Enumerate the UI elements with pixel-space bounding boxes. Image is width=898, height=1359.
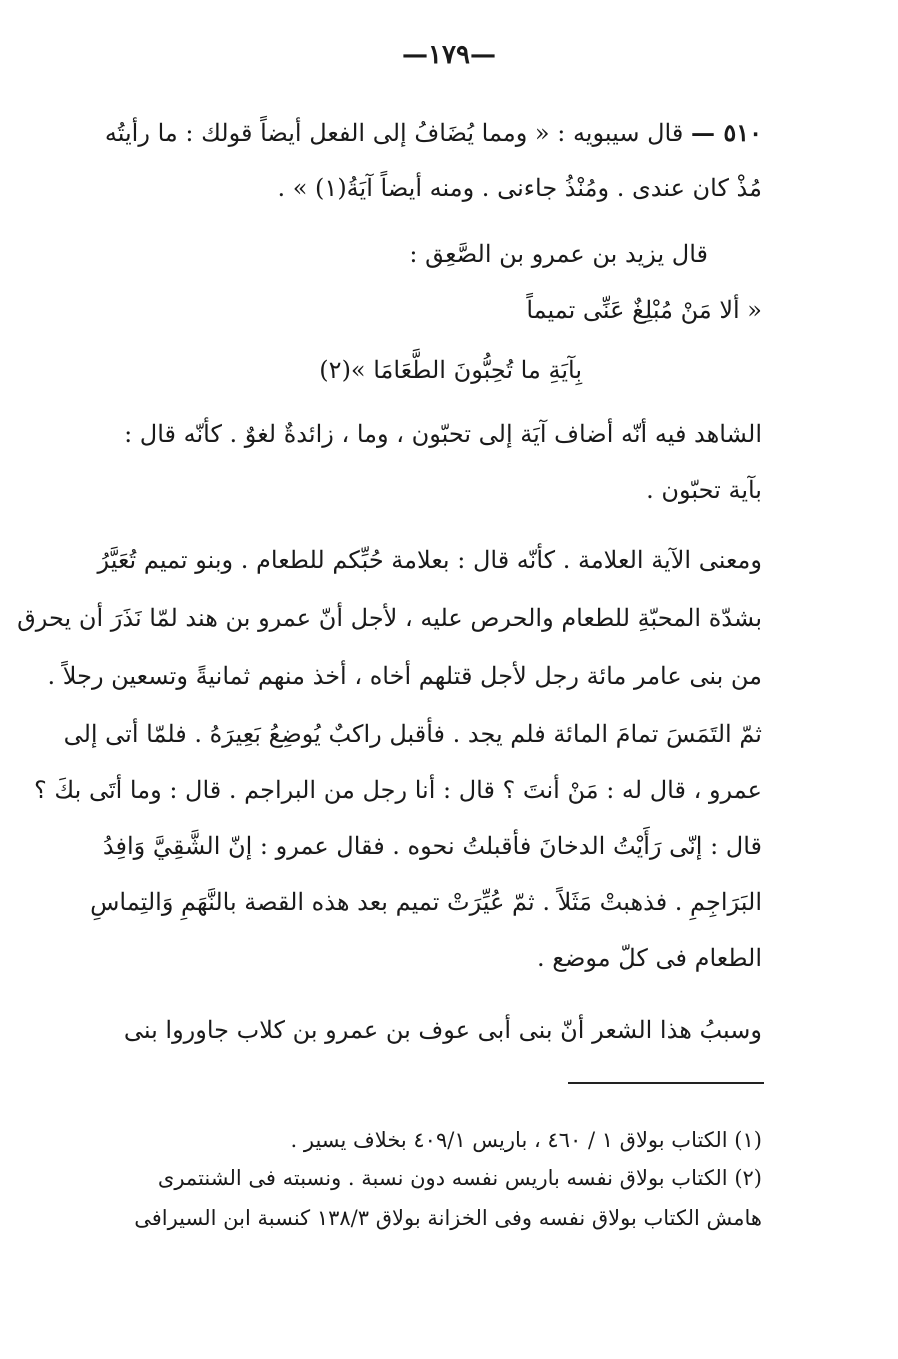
cause-line: وسببُ هذا الشعر أنّ بنى أبى عوف بن عمرو بن كلاب جاوروا بنى (123, 1016, 762, 1044)
footnote-2-line-1: (٢) الكتاب بولاق نفسه باريس نفسه دون نسبة . ونسبته فى الشنتمرى (157, 1166, 762, 1190)
verse-hemistich-2: بِآيَةِ ما تُحِبُّونَ الطَّعَامَا »(٢) (319, 356, 582, 384)
evidence-line-2: بآية تحبّون . (646, 476, 762, 504)
evidence-line-1: الشاهد فيه أنّه أضاف آيَة إلى تحبّون ، وما ، زائدةٌ لغوٌ . كأنّه قال : (124, 420, 762, 448)
page-number: —١٧٩— (402, 40, 496, 70)
paragraph-510-line-2: مُذْ كان عندى . ومُنْذُ جاءنى . ومنه أيضاً آيَةُ(١) » . (277, 174, 762, 202)
meaning-line-2: بشدّة المحبّةِ للطعام والحرص عليه ، لأجل أنّ عمرو بن هند لمّا نَذَرَ أن يحرق (17, 604, 762, 632)
meaning-line-8: الطعام فى كلّ موضع . (536, 944, 762, 972)
footnote-separator (568, 1082, 764, 1084)
meaning-line-1: ومعنى الآية العلامة . كأنّه قال : بعلامة حُبِّكم للطعام . وبنو تميم تُعَيَّرُ (97, 546, 762, 574)
footnote-1: (١) الكتاب بولاق ١ / ٤٦٠ ، باريس ٤٠٩/١ بخلاف يسير . (290, 1128, 762, 1152)
meaning-line-6: قال : إنّى رَأَيْتُ الدخانَ فأقبلتُ نحوه . فقال عمرو : إنّ الشَّقِيَّ وَافِدُ (102, 832, 762, 860)
poet-intro: قال يزيد بن عمرو بن الصَّعِق : (409, 240, 708, 268)
meaning-line-4: ثمّ التَمَسَ تمامَ المائة فلم يجد . فأقبل راكبٌ يُوضِعُ بَعِيرَهُ . فلمّا أتى إلى (63, 720, 762, 748)
meaning-line-7: البَرَاجِمِ . فذهبتْ مَثَلاً . ثمّ عُيِّرَتْ تميم بعد هذه القصة بالنَّهَمِ وَالتِماسِ (90, 888, 762, 916)
meaning-line-3: من بنى عامر مائة رجل لأجل قتلهم أخاه ، أخذ منهم ثمانيةً وتسعين رجلاً . (47, 662, 762, 690)
paragraph-510-line-1 (104, 118, 762, 147)
footnote-2-line-2: هامش الكتاب بولاق نفسه وفى الخزانة بولاق ١٣٨/٣ كنسبة ابن السيرافى (134, 1206, 762, 1230)
paragraph-510-text-1: قال سيبويه : « ومما يُضَافُ إلى الفعل أيضاً قولك : ما رأيتُه (104, 119, 684, 147)
verse-hemistich-1: « ألا مَنْ مُبْلِغٌ عَنِّى تميماً (526, 296, 762, 324)
meaning-line-5: عمرو ، قال له : مَنْ أنتَ ؟ قال : أنا رجل من البراجم . قال : وما أتَى بكَ ؟ (34, 776, 762, 804)
paragraph-number: ٥١٠ — (690, 118, 762, 147)
